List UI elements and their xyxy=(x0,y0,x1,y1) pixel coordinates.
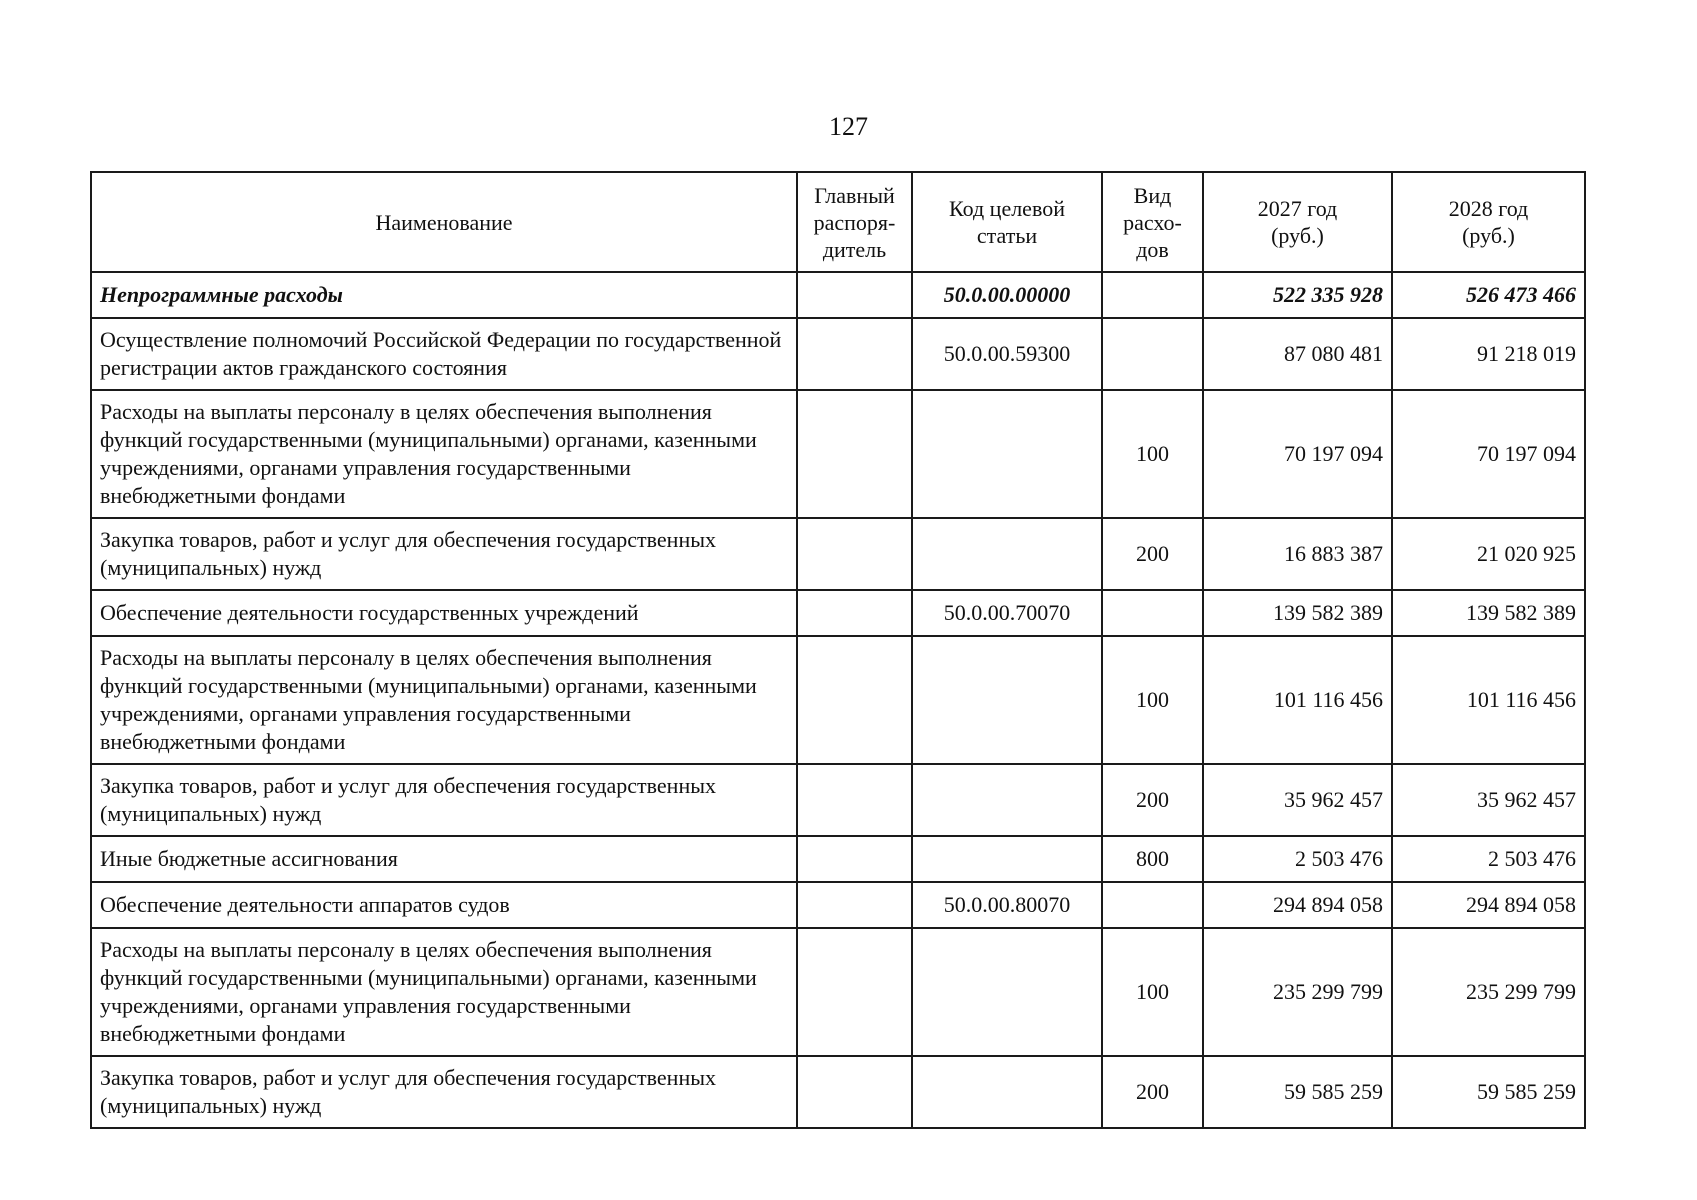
row-2028: 91 218 019 xyxy=(1392,318,1585,390)
row-code: 50.0.00.70070 xyxy=(912,590,1102,636)
row-code xyxy=(912,836,1102,882)
row-2027: 101 116 456 xyxy=(1203,636,1392,764)
row-2028: 21 020 925 xyxy=(1392,518,1585,590)
header-type: Вид расхо- дов xyxy=(1102,172,1203,272)
row-manager xyxy=(797,518,912,590)
row-manager xyxy=(797,1056,912,1128)
row-type: 100 xyxy=(1102,928,1203,1056)
table-row xyxy=(91,518,1585,590)
row-2028: 294 894 058 xyxy=(1392,882,1585,928)
row-name: Закупка товаров, работ и услуг для обеспечения государственных (муниципальных) нужд xyxy=(91,764,797,836)
row-2028: 35 962 457 xyxy=(1392,764,1585,836)
row-2027: 294 894 058 xyxy=(1203,882,1392,928)
row-2027: 35 962 457 xyxy=(1203,764,1392,836)
table-row xyxy=(91,590,1585,636)
header-manager: Главный распоря- дитель xyxy=(797,172,912,272)
header-2028: 2028 год (руб.) xyxy=(1392,172,1585,272)
row-type: 200 xyxy=(1102,764,1203,836)
row-code: 50.0.00.59300 xyxy=(912,318,1102,390)
row-type xyxy=(1102,882,1203,928)
table-row xyxy=(91,272,1585,318)
row-name: Непрограммные расходы xyxy=(91,272,797,318)
row-2027: 139 582 389 xyxy=(1203,590,1392,636)
row-code xyxy=(912,1056,1102,1128)
row-2028: 139 582 389 xyxy=(1392,590,1585,636)
row-2028: 2 503 476 xyxy=(1392,836,1585,882)
table-header-row xyxy=(91,172,1585,272)
row-manager xyxy=(797,636,912,764)
row-name: Расходы на выплаты персоналу в целях обеспечения выполнения функций государственными (муниципальными) органами, казенными учреждениями, органами управления государственными внебюджетными фондами xyxy=(91,928,797,1056)
row-2028: 526 473 466 xyxy=(1392,272,1585,318)
table-row xyxy=(91,882,1585,928)
row-code xyxy=(912,636,1102,764)
row-type xyxy=(1102,590,1203,636)
row-code: 50.0.00.80070 xyxy=(912,882,1102,928)
row-type xyxy=(1102,318,1203,390)
row-code xyxy=(912,764,1102,836)
header-name: Наименование xyxy=(91,172,797,272)
table-row xyxy=(91,836,1585,882)
row-2027: 70 197 094 xyxy=(1203,390,1392,518)
row-type xyxy=(1102,272,1203,318)
table-row xyxy=(91,1056,1585,1128)
header-2027: 2027 год (руб.) xyxy=(1203,172,1392,272)
row-name: Закупка товаров, работ и услуг для обеспечения государственных (муниципальных) нужд xyxy=(91,518,797,590)
row-manager xyxy=(797,590,912,636)
row-type: 800 xyxy=(1102,836,1203,882)
row-name: Закупка товаров, работ и услуг для обеспечения государственных (муниципальных) нужд xyxy=(91,1056,797,1128)
row-manager xyxy=(797,390,912,518)
row-manager xyxy=(797,318,912,390)
row-name: Обеспечение деятельности аппаратов судов xyxy=(91,882,797,928)
row-2028: 101 116 456 xyxy=(1392,636,1585,764)
row-manager xyxy=(797,272,912,318)
row-name: Расходы на выплаты персоналу в целях обеспечения выполнения функций государственными (муниципальными) органами, казенными учреждениями, органами управления государственными внебюджетными фондами xyxy=(91,390,797,518)
page-number-text: 127 xyxy=(829,112,868,141)
row-type: 100 xyxy=(1102,390,1203,518)
table-row xyxy=(91,636,1585,764)
row-2028: 59 585 259 xyxy=(1392,1056,1585,1128)
row-2028: 70 197 094 xyxy=(1392,390,1585,518)
row-2027: 235 299 799 xyxy=(1203,928,1392,1056)
row-2027: 87 080 481 xyxy=(1203,318,1392,390)
header-code: Код целевой статьи xyxy=(912,172,1102,272)
row-manager xyxy=(797,882,912,928)
row-name: Расходы на выплаты персоналу в целях обеспечения выполнения функций государственными (муниципальными) органами, казенными учреждениями, органами управления государственными внебюджетными фондами xyxy=(91,636,797,764)
row-2027: 2 503 476 xyxy=(1203,836,1392,882)
table-row xyxy=(91,928,1585,1056)
row-manager xyxy=(797,836,912,882)
row-manager xyxy=(797,928,912,1056)
row-2028: 235 299 799 xyxy=(1392,928,1585,1056)
row-2027: 522 335 928 xyxy=(1203,272,1392,318)
row-type: 200 xyxy=(1102,1056,1203,1128)
row-2027: 59 585 259 xyxy=(1203,1056,1392,1128)
row-name: Иные бюджетные ассигнования xyxy=(91,836,797,882)
row-type: 100 xyxy=(1102,636,1203,764)
row-manager xyxy=(797,764,912,836)
row-name: Осуществление полномочий Российской Федерации по государственной регистрации актов гражданского состояния xyxy=(91,318,797,390)
table-row xyxy=(91,764,1585,836)
budget-table xyxy=(90,171,1586,1129)
row-2027: 16 883 387 xyxy=(1203,518,1392,590)
row-code xyxy=(912,390,1102,518)
row-name: Обеспечение деятельности государственных учреждений xyxy=(91,590,797,636)
row-code xyxy=(912,518,1102,590)
row-code: 50.0.00.00000 xyxy=(912,272,1102,318)
table-row xyxy=(91,318,1585,390)
page-number xyxy=(0,112,1697,142)
row-code xyxy=(912,928,1102,1056)
row-type: 200 xyxy=(1102,518,1203,590)
table-row xyxy=(91,390,1585,518)
